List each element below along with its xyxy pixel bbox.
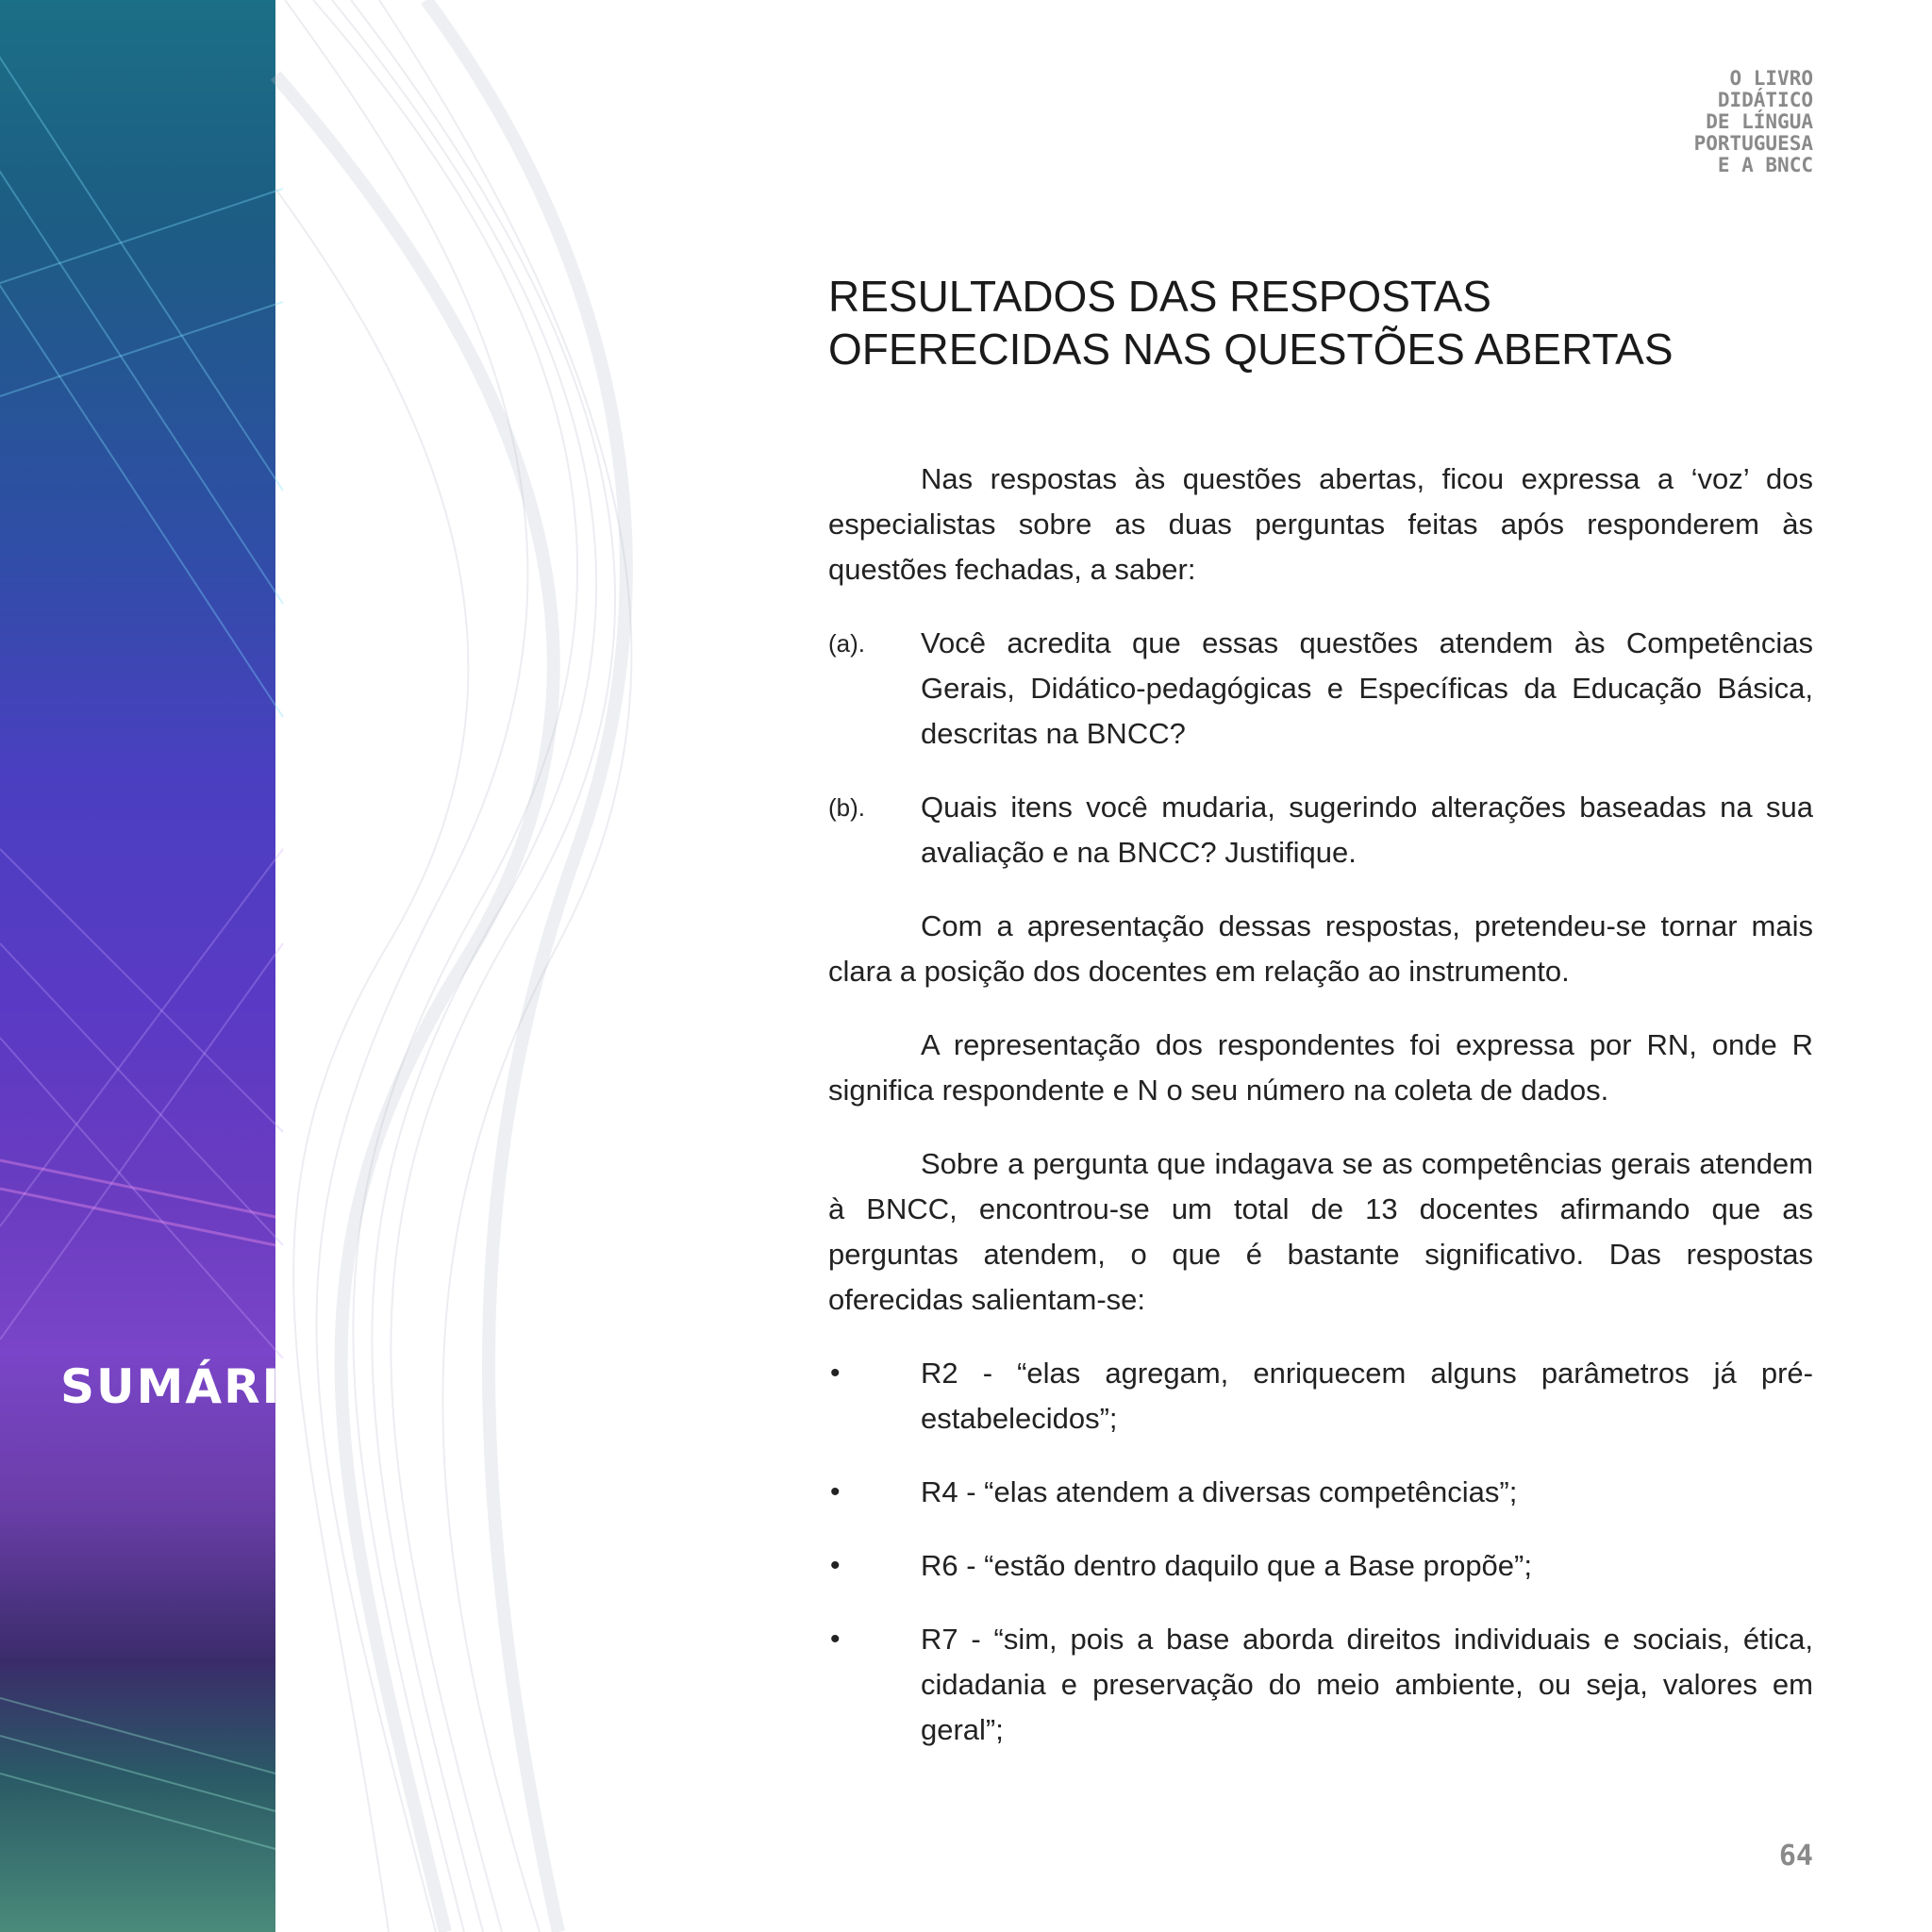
question-text: Quais itens você mudaria, sugerindo alterações baseadas na sua avaliação e na BNCC? Justifique. bbox=[921, 791, 1813, 869]
bullet-marker: • bbox=[830, 1357, 841, 1389]
bullet-marker: • bbox=[830, 1476, 841, 1507]
question-marker: (a). bbox=[828, 629, 865, 658]
bullet-item bbox=[828, 1543, 1813, 1589]
wave-decoration bbox=[275, 0, 709, 1932]
bullet-item bbox=[828, 1617, 1813, 1753]
book-title-line: E A BNCC bbox=[1717, 154, 1813, 176]
intro-paragraph: Nas respostas às questões abertas, ficou expressa a ‘voz’ dos especialistas sobre as duas perguntas feitas após responderem às questões fechadas, a saber: bbox=[828, 462, 1813, 586]
sidebar-light-rays bbox=[0, 0, 324, 1932]
book-title-line: PORTUGUESA bbox=[1693, 132, 1813, 155]
main-content bbox=[828, 270, 1813, 1781]
bullet-marker: • bbox=[830, 1624, 841, 1655]
section-title bbox=[828, 270, 1813, 375]
bullet-text: R6 - “estão dentro daquilo que a Base propõe”; bbox=[921, 1549, 1532, 1582]
running-header-book-title bbox=[1624, 68, 1813, 176]
book-title-line: DE LÍNGUA bbox=[1706, 110, 1813, 133]
book-title-line: O LIVRO bbox=[1729, 67, 1813, 90]
question-text: Você acredita que essas questões atendem às Competências Gerais, Didático-pedagógicas e Específicas da Educação Básica, descritas na BNCC? bbox=[921, 626, 1813, 750]
question-item bbox=[828, 621, 1813, 757]
bullet-item bbox=[828, 1470, 1813, 1515]
sidebar-decorative-band bbox=[0, 0, 324, 1932]
page-number: 64 bbox=[1778, 1840, 1813, 1873]
question-item bbox=[828, 785, 1813, 875]
body-paragraph: Com a apresentação dessas respostas, pretendeu-se tornar mais clara a posição dos docentes em relação ao instrumento. bbox=[828, 909, 1813, 988]
sumario-button[interactable]: SUMÁRIO bbox=[60, 1359, 324, 1414]
section-title-line: OFERECIDAS NAS QUESTÕES ABERTAS bbox=[828, 325, 1674, 374]
body-paragraph: A representação dos respondentes foi expressa por RN, onde R significa respondente e N o seu número na coleta de dados. bbox=[828, 1028, 1813, 1107]
bullet-text: R4 - “elas atendem a diversas competências”; bbox=[921, 1475, 1518, 1508]
bullet-text: R2 - “elas agregam, enriquecem alguns parâmetros já pré-estabelecidos”; bbox=[921, 1357, 1813, 1435]
bullet-item bbox=[828, 1351, 1813, 1441]
body-paragraph: Sobre a pergunta que indagava se as competências gerais atendem à BNCC, encontrou-se um total de 13 docentes afirmando que as perguntas atendem, o que é bastante significativo. Das respostas oferecidas salientam-se: bbox=[828, 1147, 1813, 1316]
section-title-line: RESULTADOS DAS RESPOSTAS bbox=[828, 272, 1491, 321]
bullet-marker: • bbox=[830, 1550, 841, 1581]
bullet-text: R7 - “sim, pois a base aborda direitos individuais e sociais, ética, cidadania e preservação do meio ambiente, ou seja, valores em geral”; bbox=[921, 1623, 1813, 1746]
question-marker: (b). bbox=[828, 793, 865, 822]
book-title-line: DIDÁTICO bbox=[1717, 89, 1813, 111]
